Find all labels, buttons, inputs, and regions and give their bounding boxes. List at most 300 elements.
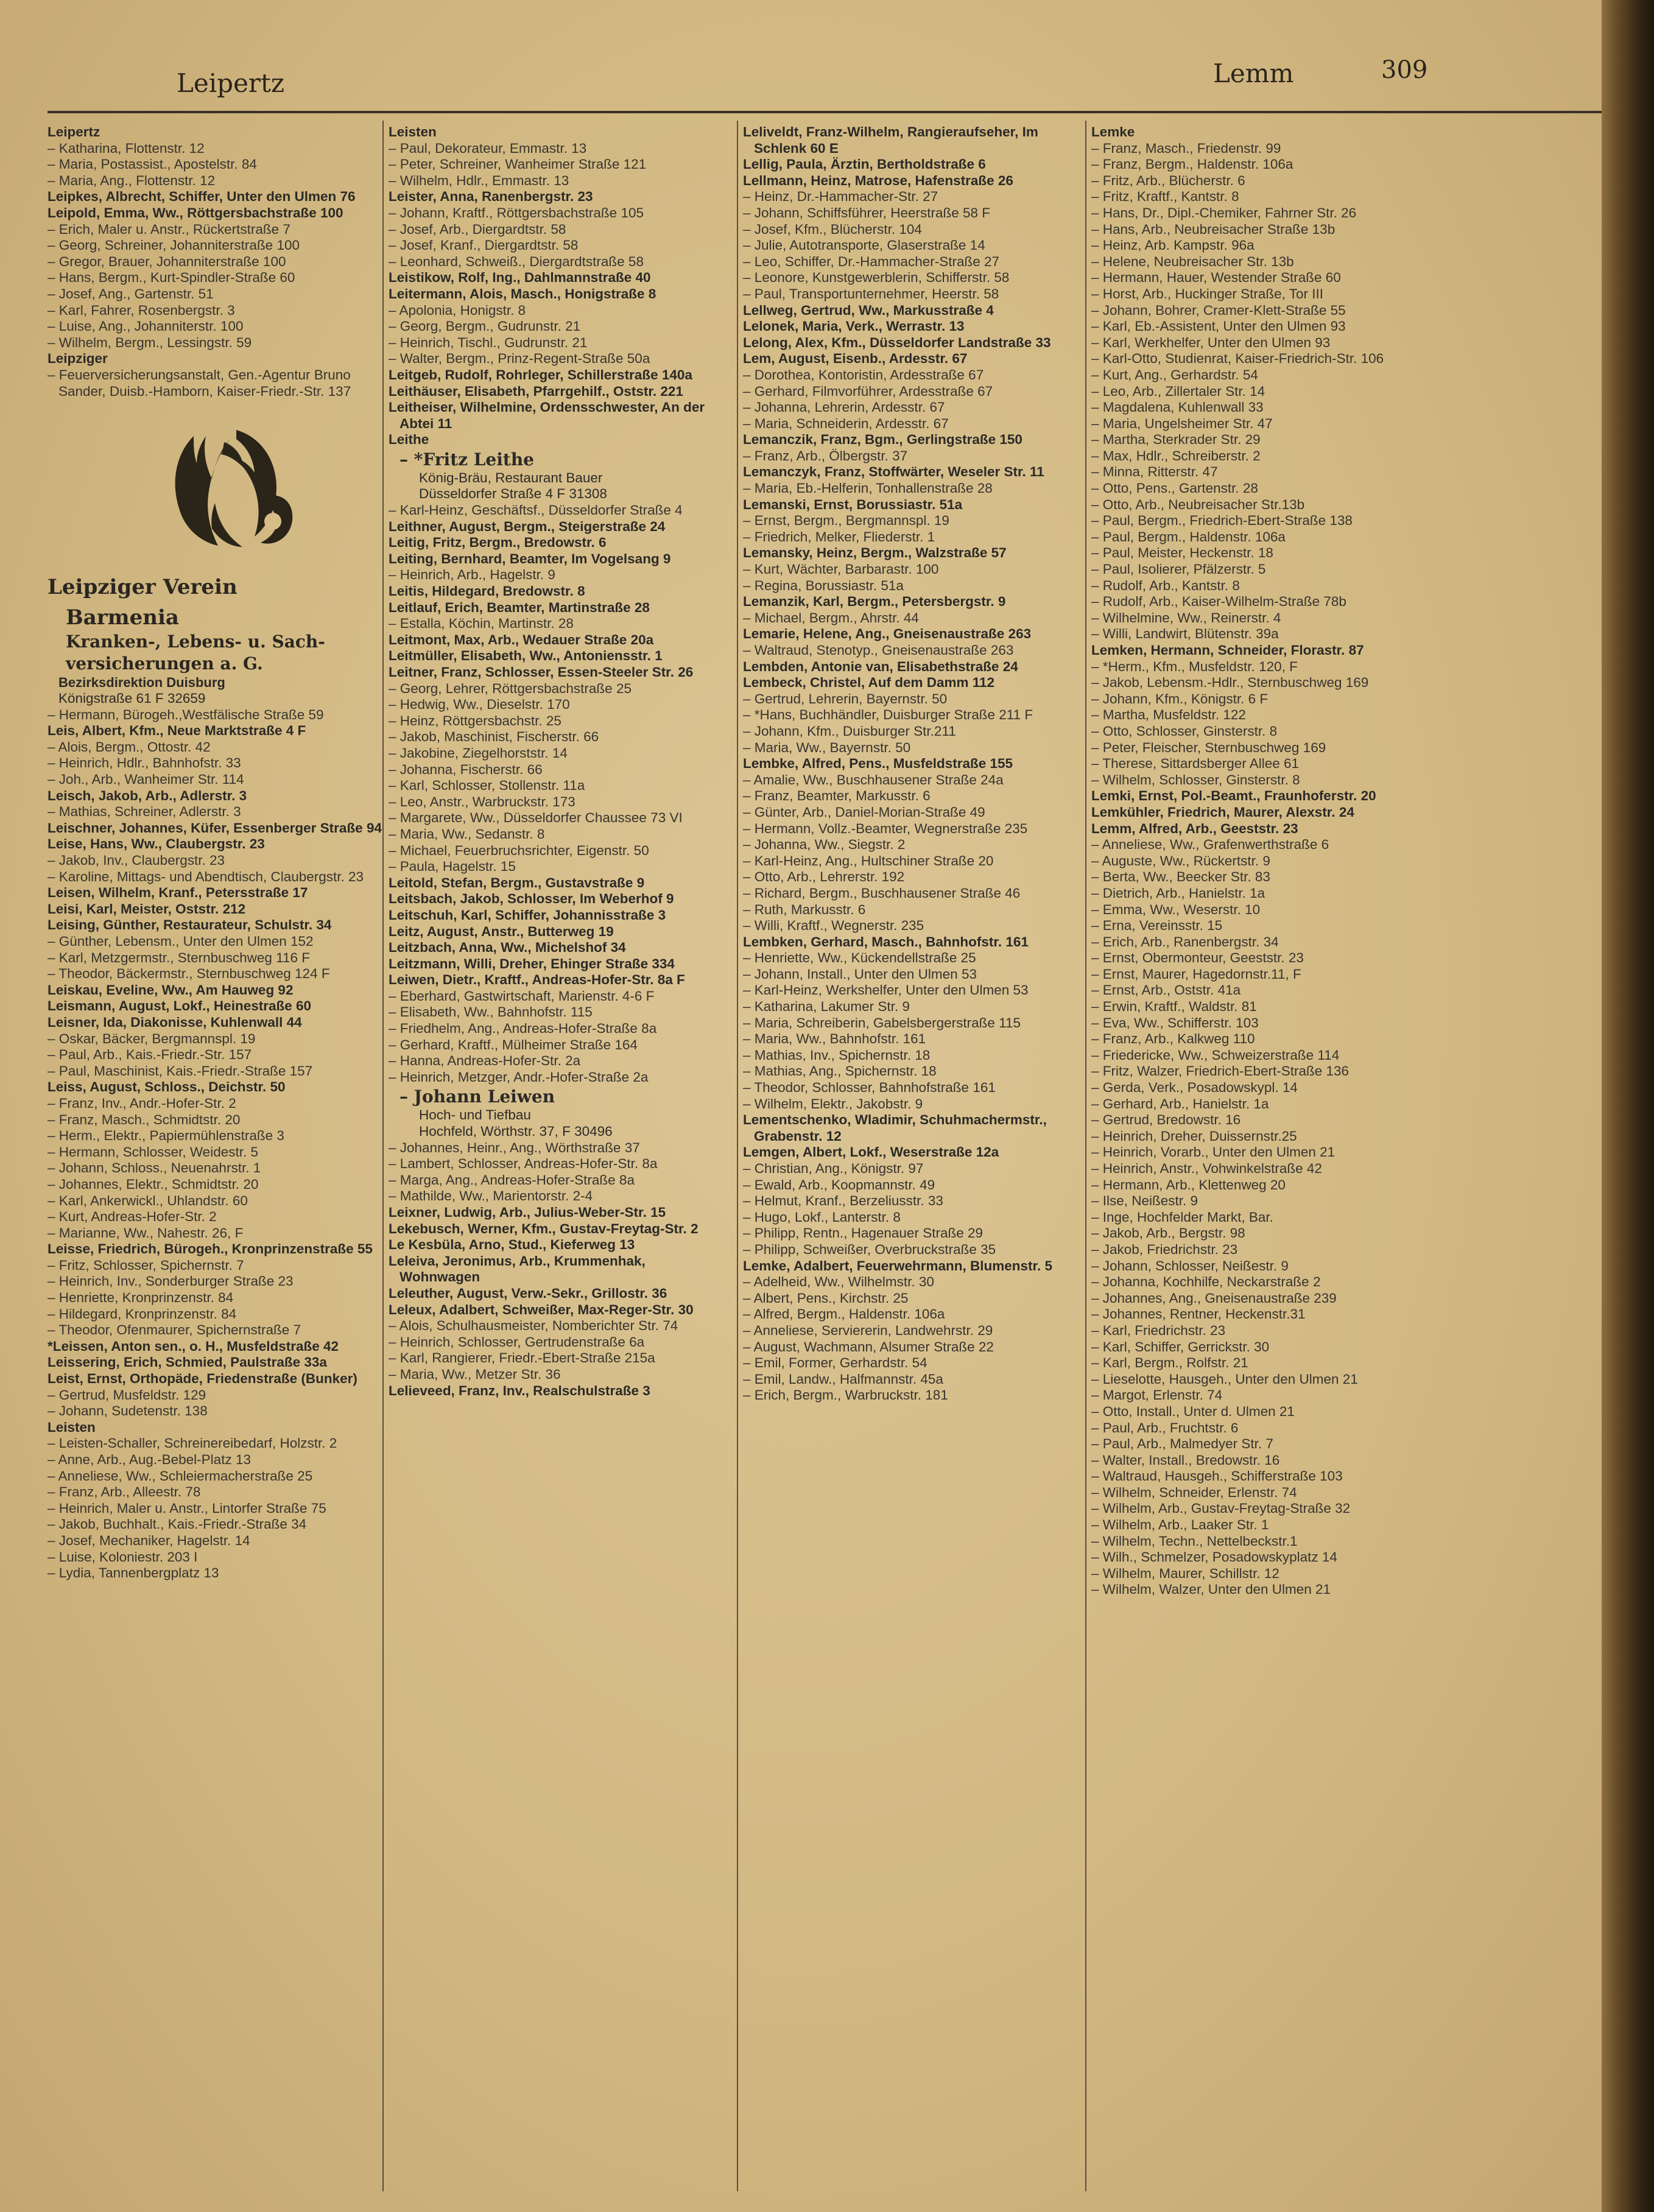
fritz-leithe-ad: [389, 449, 723, 502]
directory-entry: – Erwin, Kraftf., Waldstr. 81: [1091, 999, 1257, 1015]
directory-entry: Leitis, Hildegard, Bredowstr. 8: [389, 583, 585, 599]
directory-entry: Lemke: [1091, 124, 1135, 139]
directory-entry: Leitmüller, Elisabeth, Ww., Antoniensstr. 1: [389, 648, 663, 664]
directory-entry: – Estalla, Köchin, Martinstr. 28: [389, 616, 574, 632]
ad-name: – *Fritz Leithe: [399, 449, 534, 470]
directory-entry: – Maria, Eb.-Helferin, Tonhallenstraße 28: [743, 481, 993, 496]
directory-entry: – Fritz, Kraftf., Kantstr. 8: [1091, 189, 1239, 205]
directory-entry: – Heinz, Röttgersbachstr. 25: [389, 713, 561, 728]
directory-entry: – Waltraud, Hausgeh., Schifferstraße 103: [1091, 1468, 1343, 1484]
directory-entry: – Alois, Bergm., Ottostr. 42: [48, 739, 211, 755]
directory-entry: Lemke, Adalbert, Feuerwehrmann, Blumenstr. 5: [743, 1258, 1053, 1273]
directory-entry: – Paul, Bergm., Haldenstr. 106a: [1091, 529, 1286, 544]
column-2-entries-top: [389, 124, 723, 448]
directory-entry: – Kurt, Wächter, Barbarastr. 100: [743, 562, 939, 577]
directory-entry: – Paul, Arb., Kais.-Friedr.-Str. 157: [48, 1047, 252, 1063]
directory-entry: – Karl-Otto, Studienrat, Kaiser-Friedrich-Str. 106: [1091, 351, 1384, 367]
directory-entry: Lekebusch, Werner, Kfm., Gustav-Freytag-Str. 2: [389, 1220, 699, 1236]
directory-entry: Leisi, Karl, Meister, Oststr. 212: [48, 901, 246, 917]
directory-entry: Lementschenko, Wladimir, Schuhmachermstr., Grabenstr. 12: [743, 1112, 1047, 1144]
directory-entry: – Johannes, Ang., Gneisenaustraße 239: [1091, 1290, 1337, 1306]
directory-entry: – Ernst, Obermonteur, Geeststr. 23: [1091, 950, 1304, 966]
directory-entry: Leitermann, Alois, Masch., Honigstraße 8: [389, 286, 656, 301]
directory-entry: – Johanna, Kochhilfe, Neckarstraße 2: [1091, 1274, 1321, 1290]
directory-entry: Leitner, Franz, Schlosser, Essen-Steeler Str. 26: [389, 664, 694, 680]
ad2-line-1: Hoch- und Tiefbau: [419, 1107, 531, 1123]
directory-entry: – Friedericke, Ww., Schweizerstraße 114: [1091, 1047, 1340, 1063]
ad2-line-2: Hochfeld, Wörthstr. 37, F 30496: [419, 1124, 613, 1139]
directory-entry: Leister, Anna, Ranenbergstr. 23: [389, 189, 593, 205]
directory-entry: – Karl, Eb.-Assistent, Unter den Ulmen 93: [1091, 319, 1346, 334]
directory-entry: – Karl, Bergm., Rolfstr. 21: [1091, 1355, 1248, 1371]
column-3-entries: [743, 124, 1078, 1404]
directory-entry: – Karl, Fahrer, Rosenbergstr. 3: [48, 302, 235, 318]
directory-entry: – Hildegard, Kronprinzenstr. 84: [48, 1306, 237, 1322]
book-spine: [1602, 0, 1654, 2212]
directory-entry: – Otto, Arb., Lehrerstr. 192: [743, 869, 905, 885]
directory-entry: – Mathias, Ang., Spichernstr. 18: [743, 1063, 937, 1079]
directory-entry: Leiss, August, Schloss., Deichstr. 50: [48, 1079, 286, 1095]
directory-entry: – Waltraud, Stenotyp., Gneisenaustraße 263: [743, 643, 1014, 658]
directory-entry: Leise, Hans, Ww., Claubergstr. 23: [48, 836, 265, 852]
directory-entry: – Johann, Kfm., Duisburger Str.211: [743, 723, 956, 739]
directory-entry: – Maria, Ww., Metzer Str. 36: [389, 1366, 561, 1382]
directory-entry: – Josef, Arb., Diergardtstr. 58: [389, 221, 566, 237]
directory-entry: – Otto, Arb., Neubreisacher Str.13b: [1091, 496, 1305, 512]
column-1: [48, 124, 382, 2207]
directory-entry: Leleuther, August, Verw.-Sekr., Grillostr. 36: [389, 1285, 667, 1301]
directory-entry: – Apolonia, Honigstr. 8: [389, 302, 526, 318]
directory-entry: – Jakob, Buchhalt., Kais.-Friedr.-Straße 34: [48, 1516, 307, 1532]
directory-entry: – Johann, Schiffsführer, Heerstraße 58 F: [743, 205, 991, 220]
directory-entry: – Luise, Koloniestr. 203 I: [48, 1549, 198, 1565]
directory-entry: – Elisabeth, Ww., Bahnhofstr. 115: [389, 1004, 593, 1020]
directory-entry: – Dorothea, Kontoristin, Ardesstraße 67: [743, 367, 984, 382]
directory-entry: – Oskar, Bäcker, Bergmannspl. 19: [48, 1030, 256, 1046]
directory-entry: – Maria, Ww., Bayernstr. 50: [743, 739, 911, 755]
directory-entry: – Walter, Bergm., Prinz-Regent-Straße 50a: [389, 351, 650, 367]
directory-entry: – Gerhard, Filmvorführer, Ardesstraße 67: [743, 383, 993, 399]
directory-entry: – Wilhelm, Schlosser, Ginsterstr. 8: [1091, 772, 1300, 787]
directory-entry: – Walter, Install., Bredowstr. 16: [1091, 1452, 1280, 1468]
directory-entry: Leischner, Johannes, Küfer, Essenberger Straße 94: [48, 820, 382, 836]
directory-entry: – Gerhard, Kraftf., Mülheimer Straße 164: [389, 1037, 638, 1052]
directory-entry: Lemanczyk, Franz, Stoffwärter, Weseler Str. 11: [743, 464, 1044, 480]
directory-entry: – Franz, Masch., Friedenstr. 99: [1091, 140, 1281, 156]
directory-entry: Leissering, Erich, Schmied, Paulstraße 33a: [48, 1354, 327, 1370]
verein-title-2: Barmenia: [66, 605, 179, 630]
directory-entry: – Wilhelm, Techn., Nettelbeckstr.1: [1091, 1533, 1298, 1549]
header-right-keyword: Lemm: [1213, 58, 1294, 88]
directory-entry: Lelonek, Maria, Verk., Werrastr. 13: [743, 319, 965, 334]
directory-entry: – August, Wachmann, Alsumer Straße 22: [743, 1339, 994, 1354]
directory-entry: Lemanczik, Franz, Bgm., Gerlingstraße 150: [743, 432, 1022, 448]
directory-entry: – Amalie, Ww., Buschhausener Straße 24a: [743, 772, 1004, 787]
directory-entry: – Margot, Erlenstr. 74: [1091, 1387, 1223, 1403]
directory-entry: – Wilhelm, Bergm., Lessingstr. 59: [48, 334, 252, 350]
directory-entry: – Franz, Bergm., Haldenstr. 106a: [1091, 157, 1293, 172]
directory-entry: – Margarete, Ww., Düsseldorfer Chaussee 73 VI: [389, 810, 683, 826]
directory-entry: – Gertrud, Lehrerin, Bayernstr. 50: [743, 691, 948, 706]
directory-entry: Leithäuser, Elisabeth, Pfarrgehilf., Oststr. 221: [389, 383, 683, 399]
directory-entry: Leleux, Adalbert, Schweißer, Max-Reger-Str. 30: [389, 1301, 694, 1317]
directory-entry: Lemanski, Ernst, Borussiastr. 51a: [743, 496, 963, 512]
directory-entry: – Emil, Former, Gerhardstr. 54: [743, 1355, 927, 1371]
directory-entry: – Heinrich, Dreher, Duissernstr.25: [1091, 1128, 1297, 1144]
directory-entry: – *Herm., Kfm., Musfeldstr. 120, F: [1091, 658, 1298, 674]
directory-entry: – Karl, Werkhelfer, Unter den Ulmen 93: [1091, 334, 1331, 350]
directory-entry: – Johann, Schlosser, Neißestr. 9: [1091, 1258, 1289, 1273]
page-header: [0, 56, 1602, 99]
directory-entry: – Paul, Meister, Heckenstr. 18: [1091, 545, 1273, 561]
directory-entry: – Maria, Schneiderin, Ardesstr. 67: [743, 415, 949, 431]
directory-entry: – Hedwig, Ww., Dieselstr. 170: [389, 697, 570, 713]
verein-sub-1: Kranken-, Lebens- u. Sach-: [66, 632, 325, 652]
directory-entry: – Luise, Ang., Johanniterstr. 100: [48, 319, 244, 334]
directory-entry: – Hanna, Andreas-Hofer-Str. 2a: [389, 1053, 581, 1069]
directory-entry: – Karl, Rangierer, Friedr.-Ebert-Straße 215a: [389, 1350, 655, 1366]
directory-entry: – Eberhard, Gastwirtschaft, Marienstr. 4-6 F: [389, 988, 655, 1004]
johann-leiwen-ad: [389, 1087, 723, 1139]
directory-entry: – Maria, Ww., Bahnhofstr. 161: [743, 1031, 926, 1047]
leipziger-verein-block: [48, 574, 382, 707]
directory-entry: – Heinrich, Hdlr., Bahnhofstr. 33: [48, 755, 241, 771]
directory-entry: – Marianne, Ww., Nahestr. 26, F: [48, 1225, 244, 1241]
directory-entry: – Wilhelm, Arb., Laaker Str. 1: [1091, 1517, 1269, 1533]
column-2: [389, 124, 723, 2207]
directory-entry: – Johanna, Lehrerin, Ardesstr. 67: [743, 400, 945, 415]
directory-entry: Lemarie, Helene, Ang., Gneisenaustraße 263: [743, 626, 1032, 642]
directory-entry: Leipziger: [48, 351, 108, 367]
header-left-keyword: Leipertz: [177, 68, 285, 98]
directory-entry: Leleiva, Jeronimus, Arb., Krummenhak, Wohnwagen: [389, 1253, 646, 1285]
directory-entry: – Leo, Schiffer, Dr.-Hammacher-Straße 27: [743, 253, 1000, 269]
directory-entry: – Leo, Anstr., Warbruckstr. 173: [389, 794, 575, 809]
directory-entry: – Georg, Lehrer, Röttgersbachstraße 25: [389, 680, 632, 696]
directory-entry: – Franz, Masch., Schmidtstr. 20: [48, 1111, 241, 1127]
directory-entry: – Rudolf, Arb., Kaiser-Wilhelm-Straße 78b: [1091, 594, 1346, 610]
directory-entry: – Mathias, Inv., Spichernstr. 18: [743, 1047, 931, 1063]
directory-entry: – Auguste, Ww., Rückertstr. 9: [1091, 853, 1270, 868]
directory-entry: – Gertrud, Musfeldstr. 129: [48, 1387, 206, 1403]
directory-entry: – Theodor, Ofenmaurer, Spichernstraße 7: [48, 1322, 301, 1338]
directory-entry: *Leissen, Anton sen., o. H., Musfeldstraße 42: [48, 1338, 339, 1354]
directory-entry: – Katharina, Lakumer Str. 9: [743, 999, 910, 1015]
directory-entry: – Gerhard, Arb., Hanielstr. 1a: [1091, 1096, 1269, 1111]
directory-entry: – Richard, Bergm., Buschhausener Straße 46: [743, 885, 1021, 901]
directory-entry: – Heinrich, Maler u. Anstr., Lintorfer Straße 75: [48, 1500, 326, 1516]
directory-entry: – Gerda, Verk., Posadowskypl. 14: [1091, 1080, 1298, 1096]
directory-entry: Lelong, Alex, Kfm., Düsseldorfer Landstraße 33: [743, 334, 1051, 350]
directory-entry: – Maria, Ang., Flottenstr. 12: [48, 172, 216, 188]
directory-entry: – Hermann, Schlosser, Weidestr. 5: [48, 1144, 258, 1160]
directory-entry: Leipkes, Albrecht, Schiffer, Unter den Ulmen 76: [48, 189, 356, 205]
column-2-entries-middle: [389, 502, 723, 1085]
directory-entry: – *Hans, Buchhändler, Duisburger Straße 211 F: [743, 707, 1033, 723]
directory-entry: – Maria, Ungelsheimer Str. 47: [1091, 415, 1273, 431]
directory-entry: – Karl, Schiffer, Gerrickstr. 30: [1091, 1339, 1270, 1354]
directory-entry: – Joh., Arb., Wanheimer Str. 114: [48, 772, 244, 787]
directory-entry: – Heinrich, Anstr., Vohwinkelstraße 42: [1091, 1161, 1322, 1176]
directory-entry: – Anne, Arb., Aug.-Bebel-Platz 13: [48, 1452, 251, 1467]
directory-entry: Leitzmann, Willi, Dreher, Ehinger Straße 334: [389, 956, 675, 971]
directory-entry: – Jakob, Lebensm.-Hdlr., Sternbuschweg 169: [1091, 675, 1369, 691]
directory-entry: – Franz, Arb., Alleestr. 78: [48, 1484, 201, 1500]
directory-entry: Lembden, Antonie van, Elisabethstraße 24: [743, 658, 1018, 674]
directory-entry: – Leisten-Schaller, Schreinereibedarf, Holzstr. 2: [48, 1435, 337, 1451]
directory-entry: – Fritz, Schlosser, Spichernstr. 7: [48, 1257, 244, 1273]
directory-entry: – Leonhard, Schweiß., Diergardtstraße 58: [389, 253, 644, 269]
directory-entry: – Kurt, Andreas-Hofer-Str. 2: [48, 1209, 217, 1225]
directory-entry: Leisten: [48, 1419, 96, 1435]
page-number: 309: [1381, 56, 1428, 84]
directory-entry: Leismann, August, Lokf., Heinestraße 60: [48, 998, 312, 1014]
directory-entry: Lellmann, Heinz, Matrose, Hafenstraße 26: [743, 172, 1013, 188]
directory-entry: Leitmont, Max, Arb., Wedauer Straße 20a: [389, 632, 654, 647]
directory-entry: Le Kesbüla, Arno, Stud., Kieferweg 13: [389, 1237, 635, 1253]
directory-entry: – Emma, Ww., Weserstr. 10: [1091, 901, 1261, 917]
directory-entry: – Karl-Heinz, Geschäftsf., Düsseldorfer Straße 4: [389, 502, 683, 518]
directory-entry: – Hermann, Arb., Klettenweg 20: [1091, 1177, 1286, 1192]
directory-entry: – Max, Hdlr., Schreiberstr. 2: [1091, 448, 1261, 463]
column-divider-3: [1085, 121, 1086, 2191]
directory-entry: – Paul, Bergm., Friedrich-Ebert-Straße 138: [1091, 513, 1353, 529]
directory-entry: Leistikow, Rolf, Ing., Dahlmannstraße 40: [389, 270, 651, 286]
directory-entry: – Johanna, Fischerstr. 66: [389, 761, 543, 777]
directory-entry: Leiting, Bernhard, Beamter, Im Vogelsang 9: [389, 551, 671, 566]
directory-entry: – Hermann, Bürogeh.,Westfälische Straße 59: [48, 706, 324, 722]
directory-entry: – Therese, Sittardsberger Allee 61: [1091, 756, 1300, 772]
directory-entry: – Josef, Ang., Gartenstr. 51: [48, 286, 214, 301]
directory-entry: – Hugo, Lokf., Lanterstr. 8: [743, 1209, 901, 1225]
ad2-name: – Johann Leiwen: [399, 1087, 555, 1107]
directory-entry: – Jakobine, Ziegelhorststr. 14: [389, 745, 568, 761]
directory-entry: – Maria, Postassist., Apostelstr. 84: [48, 157, 257, 172]
directory-entry: – Kurt, Ang., Gerhardstr. 54: [1091, 367, 1258, 382]
directory-entry: – Michael, Feuerbruchsrichter, Eigenstr. 50: [389, 842, 649, 858]
directory-entry: – Anneliese, Ww., Grafenwerthstraße 6: [1091, 837, 1329, 853]
directory-entry: – Emil, Landw., Halfmannstr. 45a: [743, 1371, 943, 1387]
directory-entry: Leithe: [389, 432, 429, 448]
directory-entry: Lemki, Ernst, Pol.-Beamt., Fraunhoferstr. 20: [1091, 788, 1376, 804]
directory-entry: Leist, Ernst, Orthopäde, Friedenstraße (Bunker): [48, 1371, 357, 1387]
directory-entry: – Theodor, Schlosser, Bahnhofstraße 161: [743, 1080, 996, 1096]
directory-entry: – Johann, Kfm., Königstr. 6 F: [1091, 691, 1269, 706]
directory-entry: Leiskau, Eveline, Ww., Am Hauweg 92: [48, 982, 294, 998]
directory-entry: – Regina, Borussiastr. 51a: [743, 577, 904, 593]
directory-entry: – Hermann, Hauer, Westender Straße 60: [1091, 270, 1341, 286]
directory-entry: Leipold, Emma, Ww., Röttgersbachstraße 100: [48, 205, 343, 220]
header-rule: [48, 111, 1602, 113]
column-3: [743, 124, 1078, 2207]
directory-entry: Leitheiser, Wilhelmine, Ordensschwester, An der Abtei 11: [389, 400, 705, 431]
directory-entry: – Jakob, Maschinist, Fischerstr. 66: [389, 729, 599, 745]
directory-entry: – Otto, Install., Unter d. Ulmen 21: [1091, 1403, 1295, 1419]
directory-entry: – Theodor, Bäckermstr., Sternbuschweg 124 F: [48, 966, 330, 982]
directory-entry: – Johann, Install., Unter den Ulmen 53: [743, 966, 977, 982]
directory-entry: – Franz, Beamter, Markusstr. 6: [743, 788, 931, 804]
directory-entry: – Heinrich, Tischl., Gudrunstr. 21: [389, 334, 588, 350]
directory-entry: – Leo, Arb., Zillertaler Str. 14: [1091, 383, 1265, 399]
directory-entry: – Otto, Schlosser, Ginsterstr. 8: [1091, 723, 1278, 739]
directory-entry: – Johannes, Rentner, Heckenstr.31: [1091, 1306, 1306, 1322]
directory-entry: Lemken, Hermann, Schneider, Florastr. 87: [1091, 643, 1364, 658]
directory-entry: – Heinrich, Vorarb., Unter den Ulmen 21: [1091, 1144, 1336, 1160]
directory-entry: – Josef, Mechaniker, Hagelstr. 14: [48, 1532, 250, 1548]
directory-entry: – Ernst, Maurer, Hagedornstr.11, F: [1091, 966, 1301, 982]
directory-entry: – Inge, Hochfelder Markt, Bar.: [1091, 1209, 1273, 1225]
directory-entry: Leixner, Ludwig, Arb., Julius-Weber-Str. 15: [389, 1205, 666, 1220]
directory-entry: Lellig, Paula, Ärztin, Bertholdstraße 6: [743, 157, 986, 172]
column-divider-2: [737, 121, 738, 2191]
verein-bezirk: Bezirksdirektion Duisburg: [58, 675, 225, 691]
directory-entry: Leitsbach, Jakob, Schlosser, Im Weberhof 9: [389, 891, 674, 907]
directory-entry: – Josef, Kranf., Diergardtstr. 58: [389, 238, 579, 253]
directory-entry: – Willi, Kraftf., Wegnerstr. 235: [743, 918, 924, 934]
directory-entry: – Josef, Kfm., Blücherstr. 104: [743, 221, 922, 237]
directory-entry: – Maria, Ww., Sedanstr. 8: [389, 826, 545, 842]
verein-address: Königstraße 61 F 32659: [58, 691, 206, 706]
directory-entry: – Paul, Isolierer, Pfälzerstr. 5: [1091, 562, 1266, 577]
directory-entry: – Ewald, Arb., Koopmannstr. 49: [743, 1177, 935, 1192]
directory-entry: – Lydia, Tannenbergplatz 13: [48, 1565, 219, 1581]
directory-entry: – Karl, Metzgermstr., Sternbuschweg 116 F: [48, 949, 311, 965]
directory-entry: – Fritz, Walzer, Friedrich-Ebert-Straße 136: [1091, 1063, 1350, 1079]
directory-entry: – Henriette, Ww., Kückendellstraße 25: [743, 950, 976, 966]
directory-entry: – Hans, Arb., Neubreisacher Straße 13b: [1091, 221, 1336, 237]
directory-entry: – Karl-Heinz, Ang., Hultschiner Straße 20: [743, 853, 994, 868]
directory-entry: – Ernst, Bergm., Bergmannspl. 19: [743, 513, 949, 529]
column-2-entries-bottom: [389, 1140, 723, 1400]
directory-entry: – Maria, Schreiberin, Gabelsbergerstraße 115: [743, 1015, 1021, 1030]
directory-entry: Lembken, Gerhard, Masch., Bahnhofstr. 161: [743, 934, 1029, 949]
directory-entry: – Wilhelm, Maurer, Schillstr. 12: [1091, 1565, 1279, 1581]
directory-entry: – Heinz, Dr.-Hammacher-Str. 27: [743, 189, 938, 205]
directory-entry: – Jakob, Arb., Bergstr. 98: [1091, 1225, 1245, 1241]
directory-entry: – Erna, Vereinsstr. 15: [1091, 918, 1223, 934]
directory-entry: – Alois, Schulhausmeister, Nomberichter Str. 74: [389, 1318, 678, 1334]
barmenia-logo: [48, 400, 382, 570]
directory-entry: Leitig, Fritz, Bergm., Bredowstr. 6: [389, 535, 607, 551]
directory-entry: – Paul, Dekorateur, Emmastr. 13: [389, 140, 587, 156]
directory-entry: – Gregor, Brauer, Johanniterstraße 100: [48, 253, 286, 269]
directory-entry: – Christian, Ang., Königstr. 97: [743, 1161, 924, 1176]
directory-entry: Leisner, Ida, Diakonisse, Kuhlenwall 44: [48, 1014, 302, 1030]
directory-entry: – Peter, Schreiner, Wanheimer Straße 121: [389, 157, 647, 172]
directory-entry: – Willi, Landwirt, Blütenstr. 39a: [1091, 626, 1279, 642]
directory-entry: Leithner, August, Bergm., Steigerstraße 24: [389, 518, 666, 534]
directory-entry: – Karl, Ankerwickl., Uhlandstr. 60: [48, 1192, 248, 1208]
directory-entry: – Heinrich, Metzger, Andr.-Hofer-Straße 2a: [389, 1069, 649, 1085]
directory-entry: – Ilse, Neißestr. 9: [1091, 1193, 1198, 1209]
directory-entry: – Wilh., Schmelzer, Posadowskyplatz 14: [1091, 1549, 1337, 1565]
directory-entry: – Martha, Musfeldstr. 122: [1091, 707, 1246, 723]
directory-entry: Leising, Günther, Restaurateur, Schulstr. 34: [48, 917, 332, 933]
column-1-entries-bottom: [48, 707, 382, 1582]
directory-entry: – Friedhelm, Ang., Andreas-Hofer-Straße 8a: [389, 1021, 657, 1037]
directory-entry: – Ernst, Arb., Oststr. 41a: [1091, 982, 1241, 998]
directory-entry: – Alfred, Bergm., Haldenstr. 106a: [743, 1306, 945, 1322]
directory-entry: – Michael, Bergm., Ahrstr. 44: [743, 610, 919, 625]
directory-entry: – Helene, Neubreisacher Str. 13b: [1091, 253, 1294, 269]
directory-entry: – Heinrich, Arb., Hagelstr. 9: [389, 567, 555, 583]
directory-entry: – Jakob, Inv., Claubergstr. 23: [48, 853, 225, 868]
directory-entry: – Wilhelmine, Ww., Reinerstr. 4: [1091, 610, 1281, 625]
directory-entry: – Erich, Maler u. Anstr., Rückertstraße 7: [48, 221, 290, 237]
directory-entry: – Ruth, Markusstr. 6: [743, 901, 866, 917]
directory-entry: – Jakob, Friedrichstr. 23: [1091, 1241, 1238, 1257]
directory-entry: Leitzbach, Anna, Ww., Michelshof 34: [389, 940, 626, 956]
directory-entry: – Günther, Lebensm., Unter den Ulmen 152: [48, 934, 314, 949]
directory-entry: – Erich, Arb., Ranenbergstr. 34: [1091, 934, 1279, 949]
directory-entry: – Johann, Schloss., Neuenahrstr. 1: [48, 1160, 261, 1176]
directory-entry: – Anneliese, Serviererin, Landwehrstr. 29: [743, 1322, 993, 1338]
column-divider-1: [382, 121, 384, 2191]
directory-entry: – Johann, Sudetenstr. 138: [48, 1403, 208, 1419]
directory-entry: – Heinrich, Inv., Sonderburger Straße 23: [48, 1273, 294, 1289]
directory-entry: – Fritz, Arb., Blücherstr. 6: [1091, 172, 1245, 188]
directory-entry: Leitz, August, Anstr., Butterweg 19: [389, 923, 614, 939]
column-1-entries-top: [48, 124, 382, 400]
directory-entry: Lemansky, Heinz, Bergm., Walzstraße 57: [743, 545, 1007, 561]
directory-entry: – Mathias, Schreiner, Adlerstr. 3: [48, 804, 241, 820]
directory-entry: – Herm., Elektr., Papiermühlenstraße 3: [48, 1128, 284, 1144]
directory-entry: – Georg, Schreiner, Johanniterstraße 100: [48, 238, 300, 253]
directory-entry: – Paul, Arb., Malmedyer Str. 7: [1091, 1436, 1273, 1452]
directory-entry: – Gertrud, Bredowstr. 16: [1091, 1112, 1241, 1128]
directory-entry: Leipertz: [48, 124, 100, 139]
directory-entry: Leitold, Stefan, Bergm., Gustavstraße 9: [389, 875, 645, 890]
directory-entry: – Franz, Arb., Kalkweg 110: [1091, 1031, 1255, 1047]
directory-entry: – Karoline, Mittags- und Abendtisch, Claubergstr. 23: [48, 868, 364, 884]
directory-entry: – Philipp, Rentn., Hagenauer Straße 29: [743, 1225, 983, 1241]
directory-entry: – Paul, Maschinist, Kais.-Friedr.-Straße 157: [48, 1063, 313, 1079]
directory-entry: – Paul, Arb., Fruchtstr. 6: [1091, 1420, 1239, 1435]
directory-entry: – Johanna, Ww., Siegstr. 2: [743, 837, 906, 853]
directory-entry: – Johann, Bohrer, Cramer-Klett-Straße 55: [1091, 302, 1346, 318]
directory-entry: – Rudolf, Arb., Kantstr. 8: [1091, 577, 1240, 593]
directory-entry: Lelieveed, Franz, Inv., Realschulstraße 3: [389, 1382, 650, 1398]
directory-entry: – Johannes, Elektr., Schmidtstr. 20: [48, 1176, 259, 1192]
directory-entry: – Franz, Inv., Andr.-Hofer-Str. 2: [48, 1095, 236, 1111]
directory-entry: Leisten: [389, 124, 437, 139]
directory-entry: – Mathilde, Ww., Marientorstr. 2-4: [389, 1188, 593, 1204]
directory-entry: – Leonore, Kunstgewerblerin, Schifferstr. 58: [743, 270, 1010, 286]
directory-entry: – Eva, Ww., Schifferstr. 103: [1091, 1015, 1259, 1030]
directory-entry: – Julie, Autotransporte, Glaserstraße 14: [743, 238, 985, 253]
directory-entry: – Horst, Arb., Huckinger Straße, Tor III: [1091, 286, 1323, 301]
directory-entry: – Berta, Ww., Beecker Str. 83: [1091, 869, 1270, 885]
directory-entry: – Marga, Ang., Andreas-Hofer-Straße 8a: [389, 1172, 635, 1188]
directory-entry: – Martha, Sterkrader Str. 29: [1091, 432, 1261, 448]
directory-entry: – Hans, Bergm., Kurt-Spindler-Straße 60: [48, 270, 295, 286]
directory-entry: Leisch, Jakob, Arb., Adlerstr. 3: [48, 787, 247, 803]
directory-entry: – Karl, Schlosser, Stollenstr. 11a: [389, 778, 585, 794]
directory-entry: – Peter, Fleischer, Sternbuschweg 169: [1091, 739, 1326, 755]
directory-entry: – Magdalena, Kuhlenwall 33: [1091, 400, 1264, 415]
column-4-entries: [1091, 124, 1426, 1598]
directory-entry: – Lambert, Schlosser, Andreas-Hofer-Str. 8a: [389, 1156, 658, 1172]
directory-entry: – Heinrich, Schlosser, Gertrudenstraße 6a: [389, 1334, 645, 1350]
directory-entry: – Helmut, Kranf., Berzeliusstr. 33: [743, 1193, 943, 1209]
directory-entry: – Anneliese, Ww., Schleiermacherstraße 25: [48, 1468, 313, 1484]
directory-entry: – Günter, Arb., Daniel-Morian-Straße 49: [743, 804, 985, 820]
directory-entry: Leitschuh, Karl, Schiffer, Johannisstraße 3: [389, 907, 666, 923]
directory-entry: – Wilhelm, Elektr., Jakobstr. 9: [743, 1096, 923, 1111]
verein-title-1: Leipziger Verein: [48, 575, 238, 600]
directory-entry: – Dietrich, Arb., Hanielstr. 1a: [1091, 885, 1265, 901]
directory-entry: – Johann, Kraftf., Röttgersbachstraße 105: [389, 205, 644, 220]
